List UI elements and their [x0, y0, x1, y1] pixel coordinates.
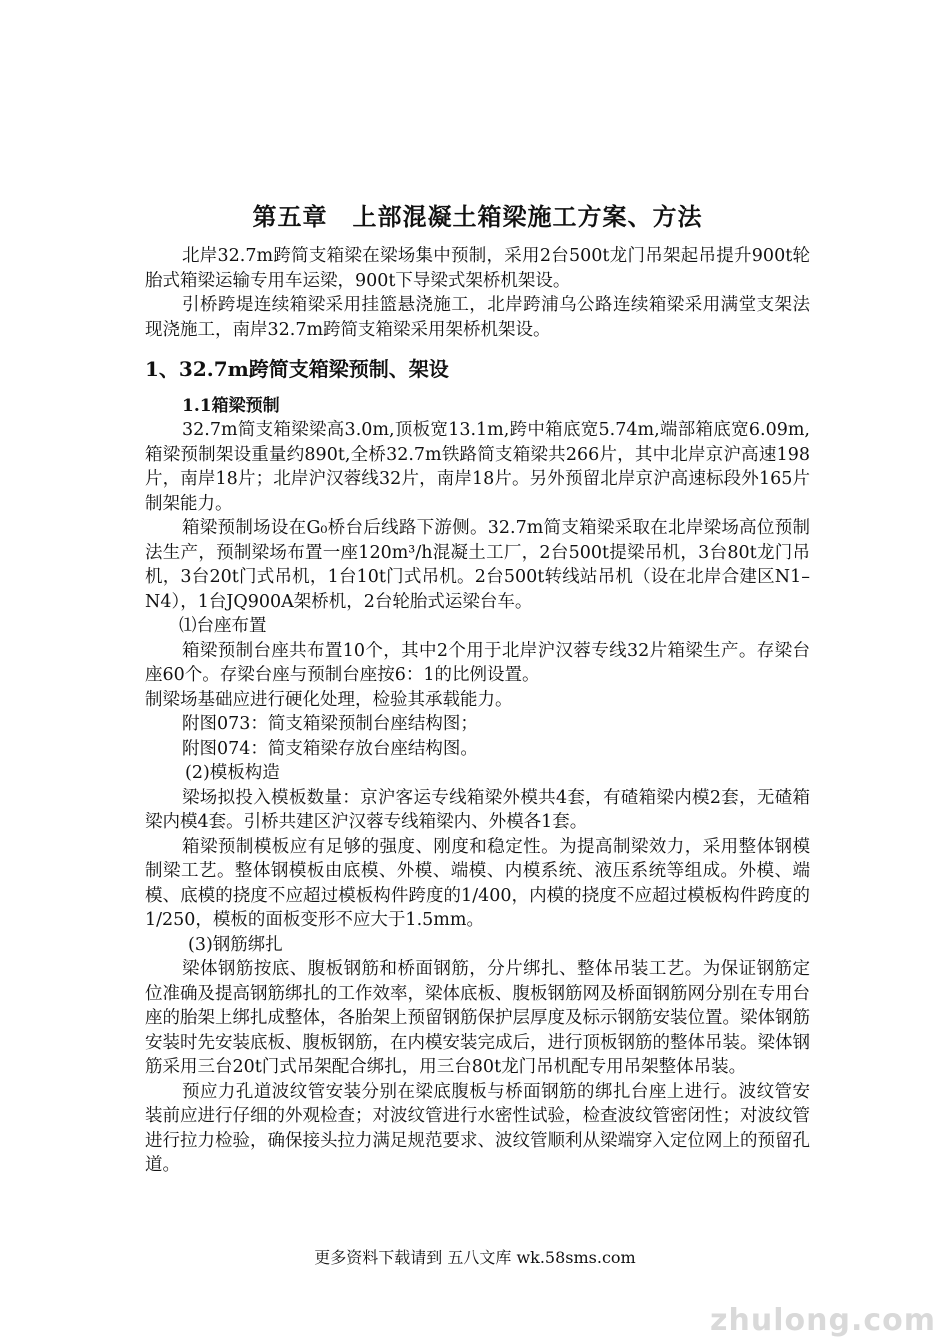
- item-1-paragraph-1: 箱梁预制台座共布置10个，其中2个用于北岸沪汉蓉专线32片箱梁生产。存梁台座60个。存梁台座与预制台座按6：1的比例设置。: [145, 640, 810, 685]
- intro-paragraph-1: 北岸32.7m跨简支箱梁在梁场集中预制，采用2台500t龙门吊架起吊提升900t轮胎式箱梁运输专用车运梁，900t下导梁式架桥机架设。: [145, 246, 810, 291]
- item-2-title: (2)模板构造: [185, 763, 280, 783]
- item-1-paragraph-2: 制梁场基础应进行硬化处理，检验其承载能力。: [145, 689, 513, 710]
- subsection-1-1-title: 1.1箱梁预制: [182, 396, 280, 416]
- subsection-paragraph-2: 箱梁预制场设在G₀桥台后线路下游侧。32.7m简支箱梁采取在北岸梁场高位预制法生产，预制梁场布置一座120m³/h混凝土工厂，2台500t提梁吊机，3台80t龙门吊机，3台20t门式吊机，1台10t门式吊机。2台500t转线站吊机（设在北岸合建区N1–N4），1台JQ900A架桥机，2台轮胎式运梁台车。: [145, 518, 810, 612]
- item-2-paragraph-2: 箱梁预制模板应有足够的强度、刚度和稳定性。为提高制梁效力，采用整体钢模制梁工艺。整体钢模板由底模、外模、端模、内模系统、液压系统等组成。外模、端模、底模的挠度不应超过模板构件跨度的1/400，内模的挠度不应超过模板构件跨度的1/250，模板的面板变形不应大于1.5mm。: [145, 836, 810, 930]
- subsection-paragraph-1: 32.7m简支箱梁梁高3.0m,顶板宽13.1m,跨中箱底宽5.74m,端部箱底宽6.09m,箱梁预制架设重量约890t,全桥32.7m铁路简支箱梁共266片，其中北岸京沪高速198片，南岸18片；北岸沪汉蓉线32片，南岸18片。另外预留北岸京沪高速标段外165片制架能力。: [145, 420, 810, 514]
- item-3-paragraph-2: 预应力孔道波纹管安装分别在梁底腹板与桥面钢筋的绑扎台座上进行。波纹管安装前应进行仔细的外观检查；对波纹管进行水密性试验，检查波纹管密闭性；对波纹管进行拉力检验，确保接头拉力满足规范要求、波纹管顺利从梁端穿入定位网上的预留孔道。: [145, 1081, 810, 1175]
- chapter-title: 第五章 上部混凝土箱梁施工方案、方法: [252, 202, 703, 231]
- watermark-logo: zhulong.com: [710, 1303, 936, 1338]
- item-2-paragraph-1: 梁场拟投入模板数量：京沪客运专线箱梁外模共4套，有碴箱梁内模2套，无碴箱梁内模4套。引桥共建区沪汉蓉专线箱梁内、外模各1套。: [145, 787, 810, 832]
- item-3-title: (3)钢筋绑扎: [188, 934, 283, 955]
- figure-reference-074: 附图074：简支箱梁存放台座结构图。: [182, 738, 478, 759]
- figure-reference-073: 附图073：简支箱梁预制台座结构图；: [182, 714, 478, 734]
- document-page: [145, 200, 810, 1178]
- footer-download-link[interactable]: 更多资料下载请到 五八文库 wk.58sms.com: [314, 1248, 636, 1267]
- intro-paragraph-2: 引桥跨堤连续箱梁采用挂篮悬浇施工，北岸跨浦乌公路连续箱梁采用满堂支架法现浇施工，南岸32.7m跨简支箱梁采用架桥机架设。: [145, 295, 810, 340]
- item-1-title: ⑴台座布置: [179, 616, 267, 636]
- item-3-paragraph-1: 梁体钢筋按底、腹板钢筋和桥面钢筋，分片绑扎、整体吊装工艺。为保证钢筋定位准确及提高钢筋绑扎的工作效率，梁体底板、腹板钢筋网及桥面钢筋网分别在专用台座的胎架上绑扎成整体，各胎架上预留钢筋保护层厚度及标示钢筋安装位置。梁体钢筋安装时先安装底板、腹板钢筋，在内模安装完成后，进行顶板钢筋的整体吊装。梁体钢筋采用三台20t门式吊架配合绑扎，用三台80t龙门吊机配专用吊架整体吊装。: [145, 959, 810, 1077]
- section-1-title: 1、32.7m跨简支箱梁预制、架设: [145, 357, 449, 381]
